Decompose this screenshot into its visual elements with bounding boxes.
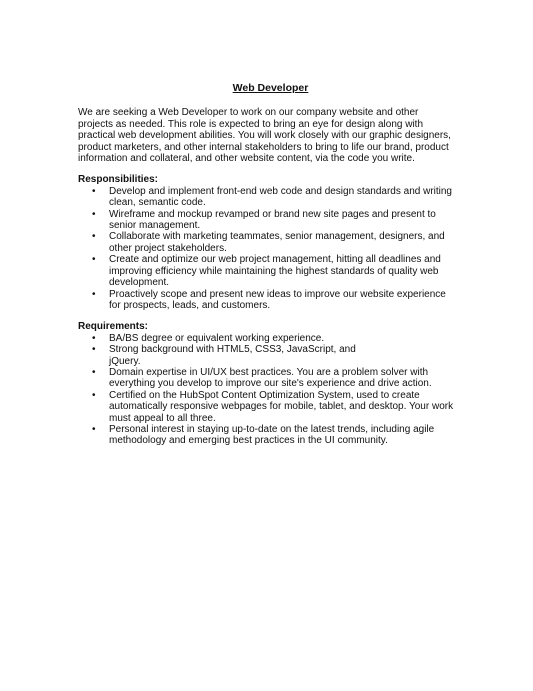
list-item <box>78 186 454 209</box>
intro-paragraph: We are seeking a Web Developer to work on our company website and other projects as needed. This role is expected to bring an eye for design along with practical web development abilities. You will work closely with our graphic designers, product marketers, and other internal stakeholders to bring to life our brand, product information and collateral, and other website content, via the code you write. <box>78 107 451 165</box>
bullet-icon: • <box>92 423 96 435</box>
list-item-text: Wireframe and mockup revamped or brand new site pages and present to senior management. <box>109 208 436 232</box>
list-item-text: Collaborate with marketing teammates, senior management, designers, and other project stakeholders. <box>109 231 445 254</box>
bullet-icon: • <box>92 288 96 300</box>
bullet-icon: • <box>92 344 96 356</box>
list-item <box>78 289 454 312</box>
list-item-text: Certified on the HubSpot Content Optimization System, used to create automatically responsive webpages for mobile, tablet, and desktop. Your work must appeal to all three. <box>109 389 454 424</box>
bullet-icon: • <box>92 231 96 243</box>
list-item <box>78 254 454 288</box>
requirements-list <box>78 333 463 447</box>
bullet-icon: • <box>92 332 96 344</box>
bullet-icon: • <box>92 254 96 266</box>
list-item <box>78 367 454 390</box>
list-item <box>78 390 454 424</box>
bullet-icon: • <box>92 389 96 401</box>
list-item <box>78 344 371 367</box>
list-item-text: Create and optimize our web project management, hitting all deadlines and improving efficiency while maintaining the highest standards of quality web development. <box>109 254 441 289</box>
list-item-text: Develop and implement front-end web code and design standards and writing clean, semantic code. <box>109 185 452 209</box>
list-item-text: Domain expertise in UI/UX best practices. You are a problem solver with everything you develop to improve our site's experience and drive action. <box>109 366 432 390</box>
bullet-icon: • <box>92 185 96 197</box>
bullet-icon: • <box>92 208 96 220</box>
document-title: Web Developer <box>232 82 309 94</box>
list-item <box>78 231 454 254</box>
responsibilities-heading: Responsibilities: <box>78 174 159 186</box>
list-item-text: BA/BS degree or equivalent working experience. <box>109 332 325 344</box>
list-item <box>78 209 454 232</box>
bullet-icon: • <box>92 366 96 378</box>
responsibilities-list <box>78 186 463 311</box>
list-item-text: Strong background with HTML5, CSS3, JavaScript, and jQuery. <box>109 344 356 367</box>
requirements-heading: Requirements: <box>78 321 149 333</box>
list-item <box>78 424 454 447</box>
list-item-text: Proactively scope and present new ideas to improve our website experience for prospects, leads, and customers. <box>109 288 446 311</box>
list-item-text: Personal interest in staying up-to-date on the latest trends, including agile methodology and emerging best practices in the UI community. <box>109 423 435 447</box>
job-description-page <box>78 83 463 457</box>
list-item <box>78 333 454 344</box>
